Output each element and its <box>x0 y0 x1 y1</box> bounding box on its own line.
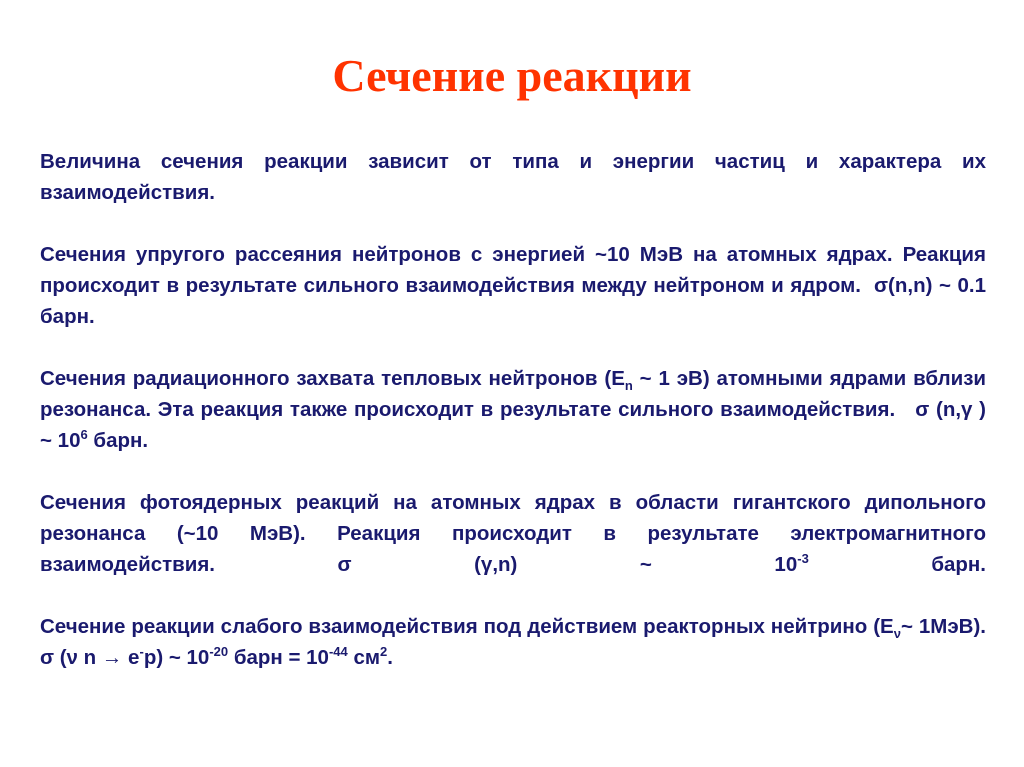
barn-exponent: -20 <box>209 644 229 660</box>
radiative-capture-formula-base: σ (n,γ ) ~ 10 <box>40 398 986 452</box>
radiative-capture-exponent: 6 <box>80 427 88 443</box>
radiative-capture-unit: барн. <box>87 429 149 452</box>
energy-subscript-n: n <box>624 378 633 394</box>
slide-body <box>40 146 986 704</box>
energy-subscript-nu: ν <box>893 626 901 642</box>
paragraph-radiative-capture <box>40 363 986 456</box>
electron-charge-superscript: - <box>139 644 144 660</box>
paragraph-5-text-a: Сечение реакции слабого взаимодействия под действием реакторных нейтрино (E <box>40 615 894 638</box>
photonuclear-unit: барн. <box>808 553 986 576</box>
photonuclear-formula <box>338 553 986 576</box>
slide-title: Сечение реакции <box>332 50 692 101</box>
paragraph-photonuclear <box>40 487 986 580</box>
photonuclear-formula-base: σ (γ,n) ~ 10 <box>337 553 798 576</box>
cm-value-exponent: -44 <box>328 644 348 660</box>
paragraph-5-text-e: см <box>347 646 381 669</box>
photonuclear-exponent: -3 <box>797 551 809 567</box>
paragraph-5-text-c: p) ~ 10 <box>143 646 210 669</box>
paragraph-5-text-b: ~ 1МэВ). σ (ν n → e <box>40 615 986 669</box>
paragraph-3-text-a: Сечения радиационного захвата тепловых нейтронов (E <box>40 367 625 390</box>
paragraph-cross-section-dependence <box>40 146 986 208</box>
paragraph-2-text: Сечения упругого рассеяния нейтронов с энергией ~10 МэВ на атомных ядрах. Реакция происходит в результате сильного взаимодействия между нейтроном и ядром. <box>40 243 986 297</box>
paragraph-5-text-d: барн = 10 <box>228 646 329 669</box>
paragraph-1-text: Величина сечения реакции зависит от типа и энергии частиц и характера их взаимодействия. <box>40 150 986 204</box>
paragraph-3-text-b: ~ 1 эВ) атомными ядрами вблизи резонанса. Эта реакция также происходит в результате сильного взаимодействия. <box>40 367 986 421</box>
paragraph-4-text: Сечения фотоядерных реакций на атомных ядрах в области гигантского дипольного резонанса (~10 МэВ). Реакция происходит в результате электромагнитного взаимодействия. <box>40 491 986 576</box>
paragraph-weak-interaction <box>40 611 986 673</box>
paragraph-elastic-scattering <box>40 239 986 332</box>
cm-unit-exponent: 2 <box>380 644 388 660</box>
elastic-scattering-formula: σ(n,n) ~ 0.1 барн. <box>40 274 987 328</box>
paragraph-5-text-f: . <box>387 646 393 669</box>
